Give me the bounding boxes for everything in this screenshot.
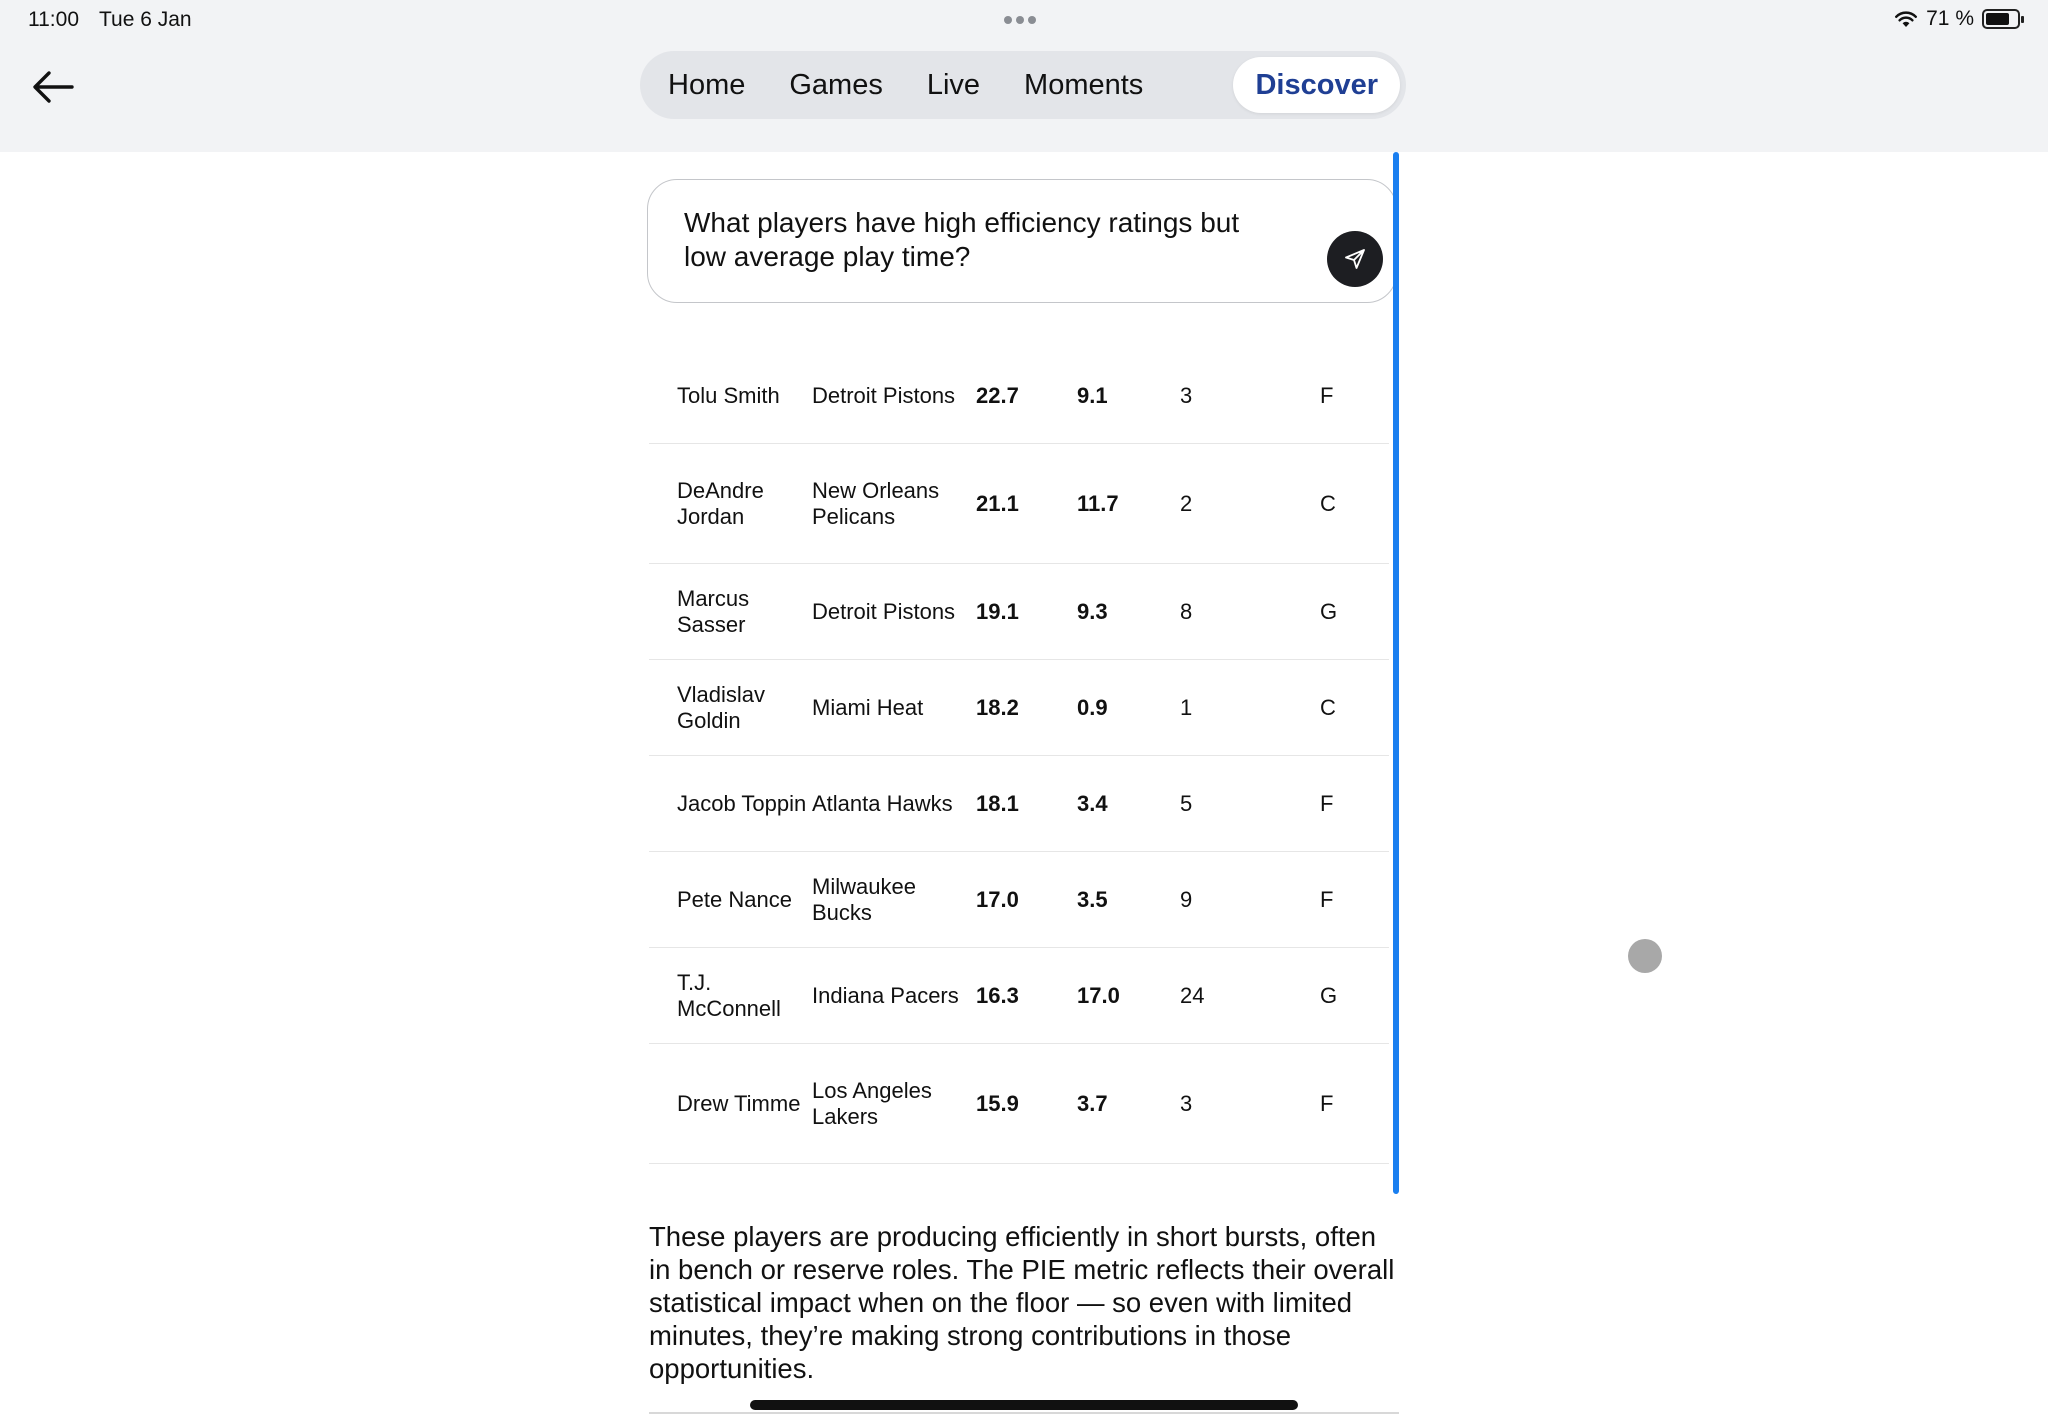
position-value: F <box>1320 1090 1334 1116</box>
tab-home[interactable]: Home <box>668 68 746 101</box>
player-name: Marcus Sasser <box>677 585 750 637</box>
pie-value: 18.2 <box>976 694 1019 720</box>
battery-icon <box>1982 9 2020 29</box>
player-name: Pete Nance <box>677 886 792 912</box>
team-name: Detroit Pistons <box>812 598 956 624</box>
team-name: Indiana Pacers <box>812 982 959 1008</box>
table-row[interactable] <box>649 948 1389 1044</box>
minutes-value: 0.9 <box>1077 694 1108 720</box>
assistive-touch-button[interactable] <box>1628 939 1662 973</box>
query-text: What players have high efficiency ratings but low average play time? <box>684 207 1240 272</box>
games-played-value: 2 <box>1180 490 1193 516</box>
pie-value: 22.7 <box>976 382 1019 408</box>
games-played-value: 24 <box>1180 982 1205 1008</box>
player-name: Jacob Toppin <box>677 790 807 816</box>
pie-value: 15.9 <box>976 1090 1019 1116</box>
games-played-value: 8 <box>1180 598 1193 624</box>
player-name: DeAndre Jordan <box>677 477 764 529</box>
arrow-left-icon <box>32 70 74 104</box>
status-date: Tue 6 Jan <box>99 8 192 31</box>
games-played-value: 3 <box>1180 1090 1193 1116</box>
tab-bar <box>640 51 1406 119</box>
tab-games[interactable]: Games <box>789 68 883 101</box>
player-name: T.J. McConnell <box>677 969 781 1021</box>
pie-value: 17.0 <box>976 886 1019 912</box>
multitasking-dots-icon[interactable] <box>1004 16 1036 24</box>
player-name: Tolu Smith <box>677 382 780 408</box>
home-indicator[interactable] <box>750 1400 1298 1410</box>
table-row[interactable] <box>649 852 1389 948</box>
table-row[interactable] <box>649 444 1389 564</box>
table-row[interactable] <box>649 348 1389 444</box>
position-value: F <box>1320 886 1334 912</box>
table-row[interactable] <box>649 564 1389 660</box>
player-name: Drew Timme <box>677 1090 801 1116</box>
tab-moments[interactable]: Moments <box>1024 68 1144 101</box>
position-value: G <box>1320 598 1338 624</box>
team-name: Milwaukee Bucks <box>812 873 916 925</box>
scroll-indicator[interactable] <box>1393 152 1399 1194</box>
player-name: Vladislav Goldin <box>677 681 766 733</box>
games-played-value: 9 <box>1180 886 1193 912</box>
minutes-value: 11.7 <box>1077 490 1119 516</box>
pie-value: 16.3 <box>976 982 1019 1008</box>
minutes-value: 3.7 <box>1077 1090 1108 1116</box>
minutes-value: 9.3 <box>1077 598 1108 624</box>
tab-live[interactable]: Live <box>926 68 981 101</box>
games-played-value: 3 <box>1180 382 1193 408</box>
minutes-value: 3.5 <box>1077 886 1108 912</box>
status-time: 11:00 <box>28 8 79 31</box>
table-row[interactable] <box>649 756 1389 852</box>
battery-percent: 71 % <box>1926 7 1974 30</box>
position-value: C <box>1320 694 1336 720</box>
minutes-value: 3.4 <box>1077 790 1108 816</box>
table-row[interactable] <box>649 660 1389 756</box>
pie-value: 21.1 <box>976 490 1019 516</box>
position-value: F <box>1320 790 1334 816</box>
pie-value: 18.1 <box>976 790 1019 816</box>
send-button[interactable] <box>1327 231 1383 287</box>
wifi-icon <box>1894 10 1918 28</box>
results-table <box>649 348 1389 1164</box>
tab-discover[interactable]: Discover <box>1233 57 1400 113</box>
pie-value: 19.1 <box>976 598 1019 624</box>
minutes-value: 17.0 <box>1077 982 1120 1008</box>
games-played-value: 1 <box>1180 694 1193 720</box>
team-name: Los Angeles Lakers <box>812 1077 932 1129</box>
minutes-value: 9.1 <box>1077 382 1108 408</box>
send-icon <box>1344 248 1366 270</box>
team-name: Detroit Pistons <box>812 382 956 408</box>
team-name: Miami Heat <box>812 694 924 720</box>
position-value: G <box>1320 982 1338 1008</box>
team-name: New Orleans Pelicans <box>812 477 940 529</box>
back-button[interactable] <box>28 62 78 112</box>
position-value: F <box>1320 382 1334 408</box>
status-indicators <box>1894 7 2020 31</box>
query-bubble <box>647 179 1397 303</box>
team-name: Atlanta Hawks <box>812 790 953 816</box>
games-played-value: 5 <box>1180 790 1193 816</box>
position-value: C <box>1320 490 1336 516</box>
table-row[interactable] <box>649 1044 1389 1164</box>
divider <box>649 1412 1399 1414</box>
answer-summary: These players are producing efficiently in short bursts, often in bench or reserve roles. The PIE metric reflects their overall statistical impact when on the floor — so even with limited minutes, they’re making strong contributions in those opportunities. <box>649 1221 1395 1384</box>
